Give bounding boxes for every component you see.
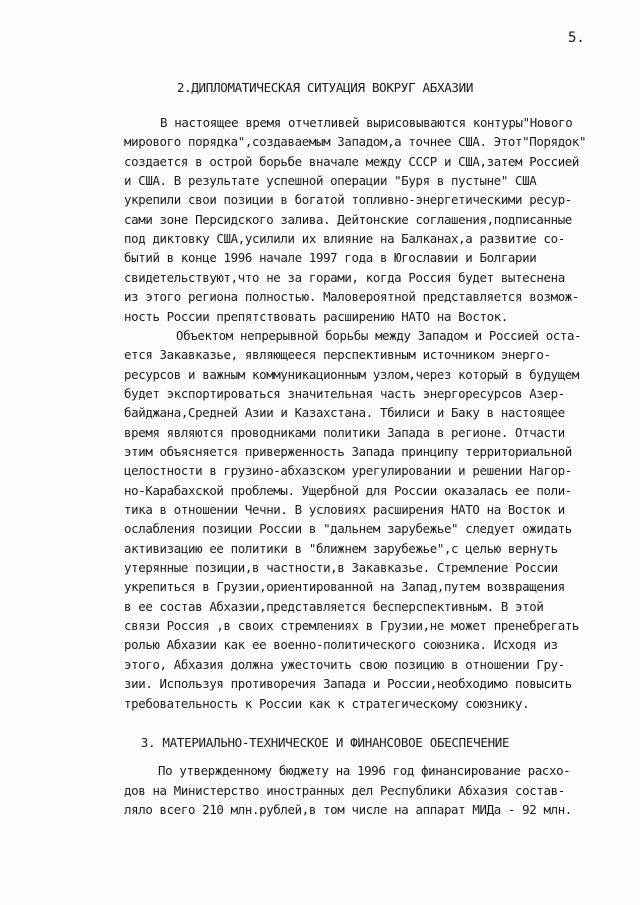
text-line: сами зоне Персидского залива. Дейтонские соглашения,подписанные	[124, 211, 572, 227]
text-line: активизацию ее политики в "ближнем зарубежье",с целью вернуть	[124, 540, 558, 556]
section-heading-material-support: 3. МАТЕРИАЛЬНО-ТЕХНИЧЕСКОЕ И ФИНАНСОВОЕ ОБЕСПЕЧЕНИЕ	[140, 735, 510, 750]
text-line: дов на Министерство иностранных дел Республики Абхазия состав-	[124, 782, 565, 798]
text-line: создается в острой борьбе вначале между СССР и США,затем Россией	[124, 153, 580, 169]
text-line: и США. В результате успешной операции "Буря в пустыне" США	[124, 173, 537, 189]
text-line: По утвержденному бюджету на 1996 год финансирование расхо-	[158, 763, 571, 778]
text-line: под диктовку США,усилили их влияние на Балканах,а развитие со-	[124, 231, 565, 247]
text-line: ресурсов и важным коммуникационным узлом,через который в будущем	[124, 366, 580, 382]
text-line: мирового порядка",создаваемым Западом,а точнее США. Этот"Порядок"	[124, 134, 587, 150]
page-number: 5.	[568, 30, 585, 46]
text-line: будет экспортироваться значительная часть энергоресурсов Азер-	[124, 385, 565, 401]
section-heading-diplomatic-situation: 2.ДИПЛОМАТИЧЕСКАЯ СИТУАЦИЯ ВОКРУГ АБХАЗИИ	[176, 80, 474, 95]
text-line: ослабления позиции России в "дальнем зарубежье" следует ожидать	[124, 521, 572, 537]
text-line: В настоящее время отчетливей вырисовываются контуры"Нового	[160, 115, 573, 130]
text-line: в ее состав Абхазии,представляется бесперспективным. В этой	[124, 598, 544, 614]
text-line: утерянные позиции,в частности,в Закавказье. Стремление России	[124, 560, 558, 576]
text-line: этим объясняется приверженность Запада принципу территориальной	[124, 443, 572, 459]
text-line: ляло всего 210 млн.рублей,в том числе на аппарат МИДа - 92 млн.	[124, 802, 572, 817]
text-line: свидетельствуют,что не за горами, когда Россия будет вытеснена	[124, 269, 565, 285]
text-line: укрепиться в Грузии,ориентированной на Запад,путем возвращения	[124, 579, 565, 595]
text-line: ется Закавказье, являющееся перспективным источником энерго-	[124, 347, 551, 363]
text-line: из этого региона полностью. Маловероятной представляется возмож-	[124, 289, 580, 305]
text-line: требовательность к России как к стратегическому союзнику.	[124, 695, 530, 711]
text-line: связи Россия ,в своих стремлениях в Грузии,не может пренебрегать	[124, 618, 580, 634]
text-line: бытий в конце 1996 начале 1997 года в Югославии и Болгарии	[124, 250, 537, 266]
text-line: целостности в грузино-абхазском урегулировании и решении Нагор-	[124, 463, 572, 479]
text-line: тика в отношении Чечни. В условиях расширения НАТО на Восток и	[124, 502, 565, 517]
text-line: ность России препятствовать расширению НАТО на Восток.	[124, 308, 508, 324]
text-line: время являются проводниками политики Запада в регионе. Отчасти	[124, 424, 565, 440]
text-line: укрепили свои позиции в богатой топливно-энергетическими ресур-	[124, 192, 572, 208]
text-line: Объектом непрерывной борьбы между Западом и Россией оста-	[176, 327, 582, 343]
text-line: но-Карабахской проблемы. Ущербной для России оказалась ее поли-	[124, 482, 572, 498]
text-line: этого, Абхазия должна ужесточить свою позицию в отношении Гру-	[124, 656, 565, 672]
text-line: ролью Абхазии как ее военно-политического союзника. Исходя из	[124, 637, 558, 653]
text-line: зии. Используя противоречия Запада и России,необходимо повысить	[124, 676, 572, 692]
text-line: байджана,Средней Азии и Казахстана. Тбилиси и Баку в настоящее	[124, 405, 565, 421]
